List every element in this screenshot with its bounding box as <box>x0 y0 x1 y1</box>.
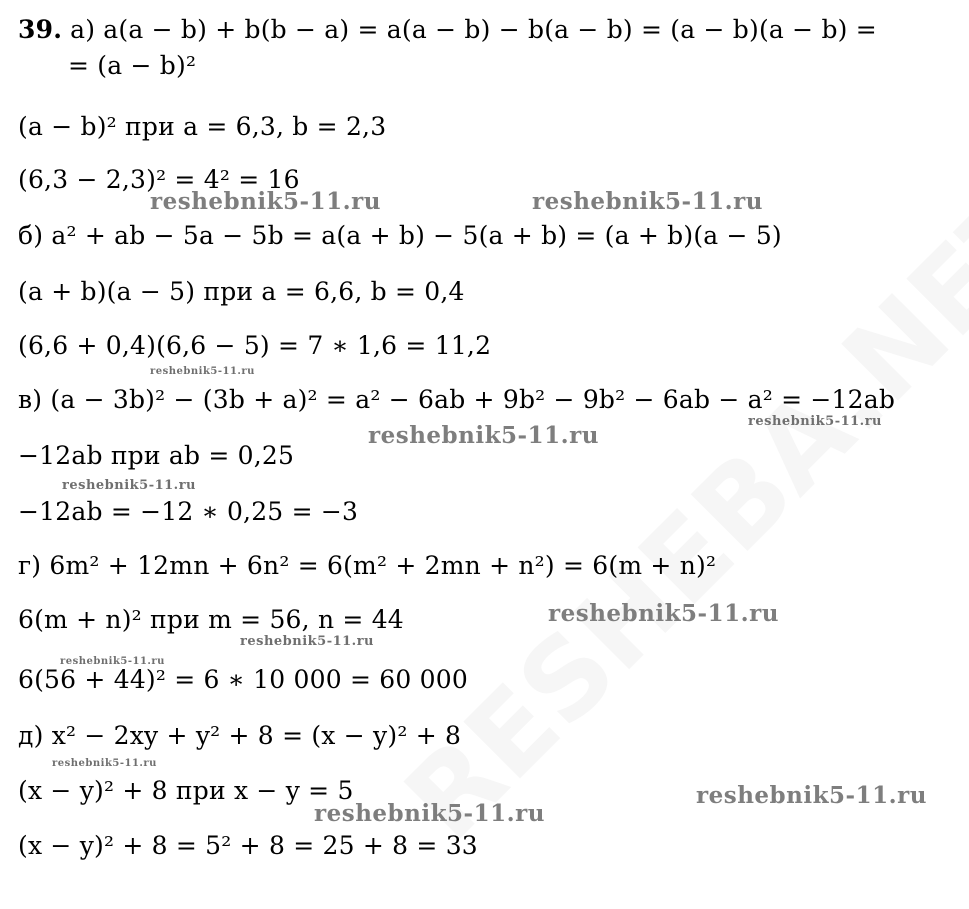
line-a-1-text: а) a(a − b) + b(b − a) = a(a − b) − b(a − b) = (a − b)(a − b) = <box>70 15 877 44</box>
diagonal-watermark <box>381 164 969 864</box>
line-d-2: 6(m + n)² при m = 56, n = 44 <box>18 605 404 634</box>
watermark: reshebnik5-11.ru <box>60 656 165 667</box>
watermark: reshebnik5-11.ru <box>696 782 927 809</box>
line-d-3: 6(56 + 44)² = 6 ∗ 10 000 = 60 000 <box>18 665 468 694</box>
line-b-2: (a + b)(a − 5) при a = 6,6, b = 0,4 <box>18 277 465 306</box>
watermark: reshebnik5-11.ru <box>368 422 599 449</box>
line-a-4: (6,3 − 2,3)² = 4² = 16 <box>18 165 300 194</box>
line-b-1: б) a² + ab − 5a − 5b = a(a + b) − 5(a + b) = (a + b)(a − 5) <box>18 221 782 250</box>
watermark: reshebnik5-11.ru <box>548 600 779 627</box>
line-a-2: = (a − b)² <box>68 51 197 80</box>
line-e-1: д) x² − 2xy + y² + 8 = (x − y)² + 8 <box>18 721 462 750</box>
watermark: reshebnik5-11.ru <box>52 758 157 769</box>
watermark: reshebnik5-11.ru <box>532 188 763 215</box>
watermark: reshebnik5-11.ru <box>150 188 381 215</box>
line-b-3: (6,6 + 0,4)(6,6 − 5) = 7 ∗ 1,6 = 11,2 <box>18 331 492 360</box>
watermark: reshebnik5-11.ru <box>150 366 255 377</box>
line-c-3: −12ab = −12 ∗ 0,25 = −3 <box>18 497 359 526</box>
line-d-1: г) 6m² + 12mn + 6n² = 6(m² + 2mn + n²) = 6(m + n)² <box>18 551 717 580</box>
line-a-3: (a − b)² при a = 6,3, b = 2,3 <box>18 112 387 141</box>
line-a-1 <box>18 14 877 46</box>
line-c-1: в) (a − 3b)² − (3b + a)² = a² − 6ab + 9b² − 9b² − 6ab − a² = −12ab <box>18 385 896 414</box>
watermark: reshebnik5-11.ru <box>240 634 375 649</box>
watermark: reshebnik5-11.ru <box>62 478 197 493</box>
watermark: reshebnik5-11.ru <box>314 800 545 827</box>
line-e-2: (x − y)² + 8 при x − y = 5 <box>18 776 354 805</box>
line-c-2: −12ab при ab = 0,25 <box>18 441 295 470</box>
line-e-3: (x − y)² + 8 = 5² + 8 = 25 + 8 = 33 <box>18 831 478 860</box>
problem-number: 39. <box>18 15 63 44</box>
watermark: reshebnik5-11.ru <box>748 414 883 429</box>
